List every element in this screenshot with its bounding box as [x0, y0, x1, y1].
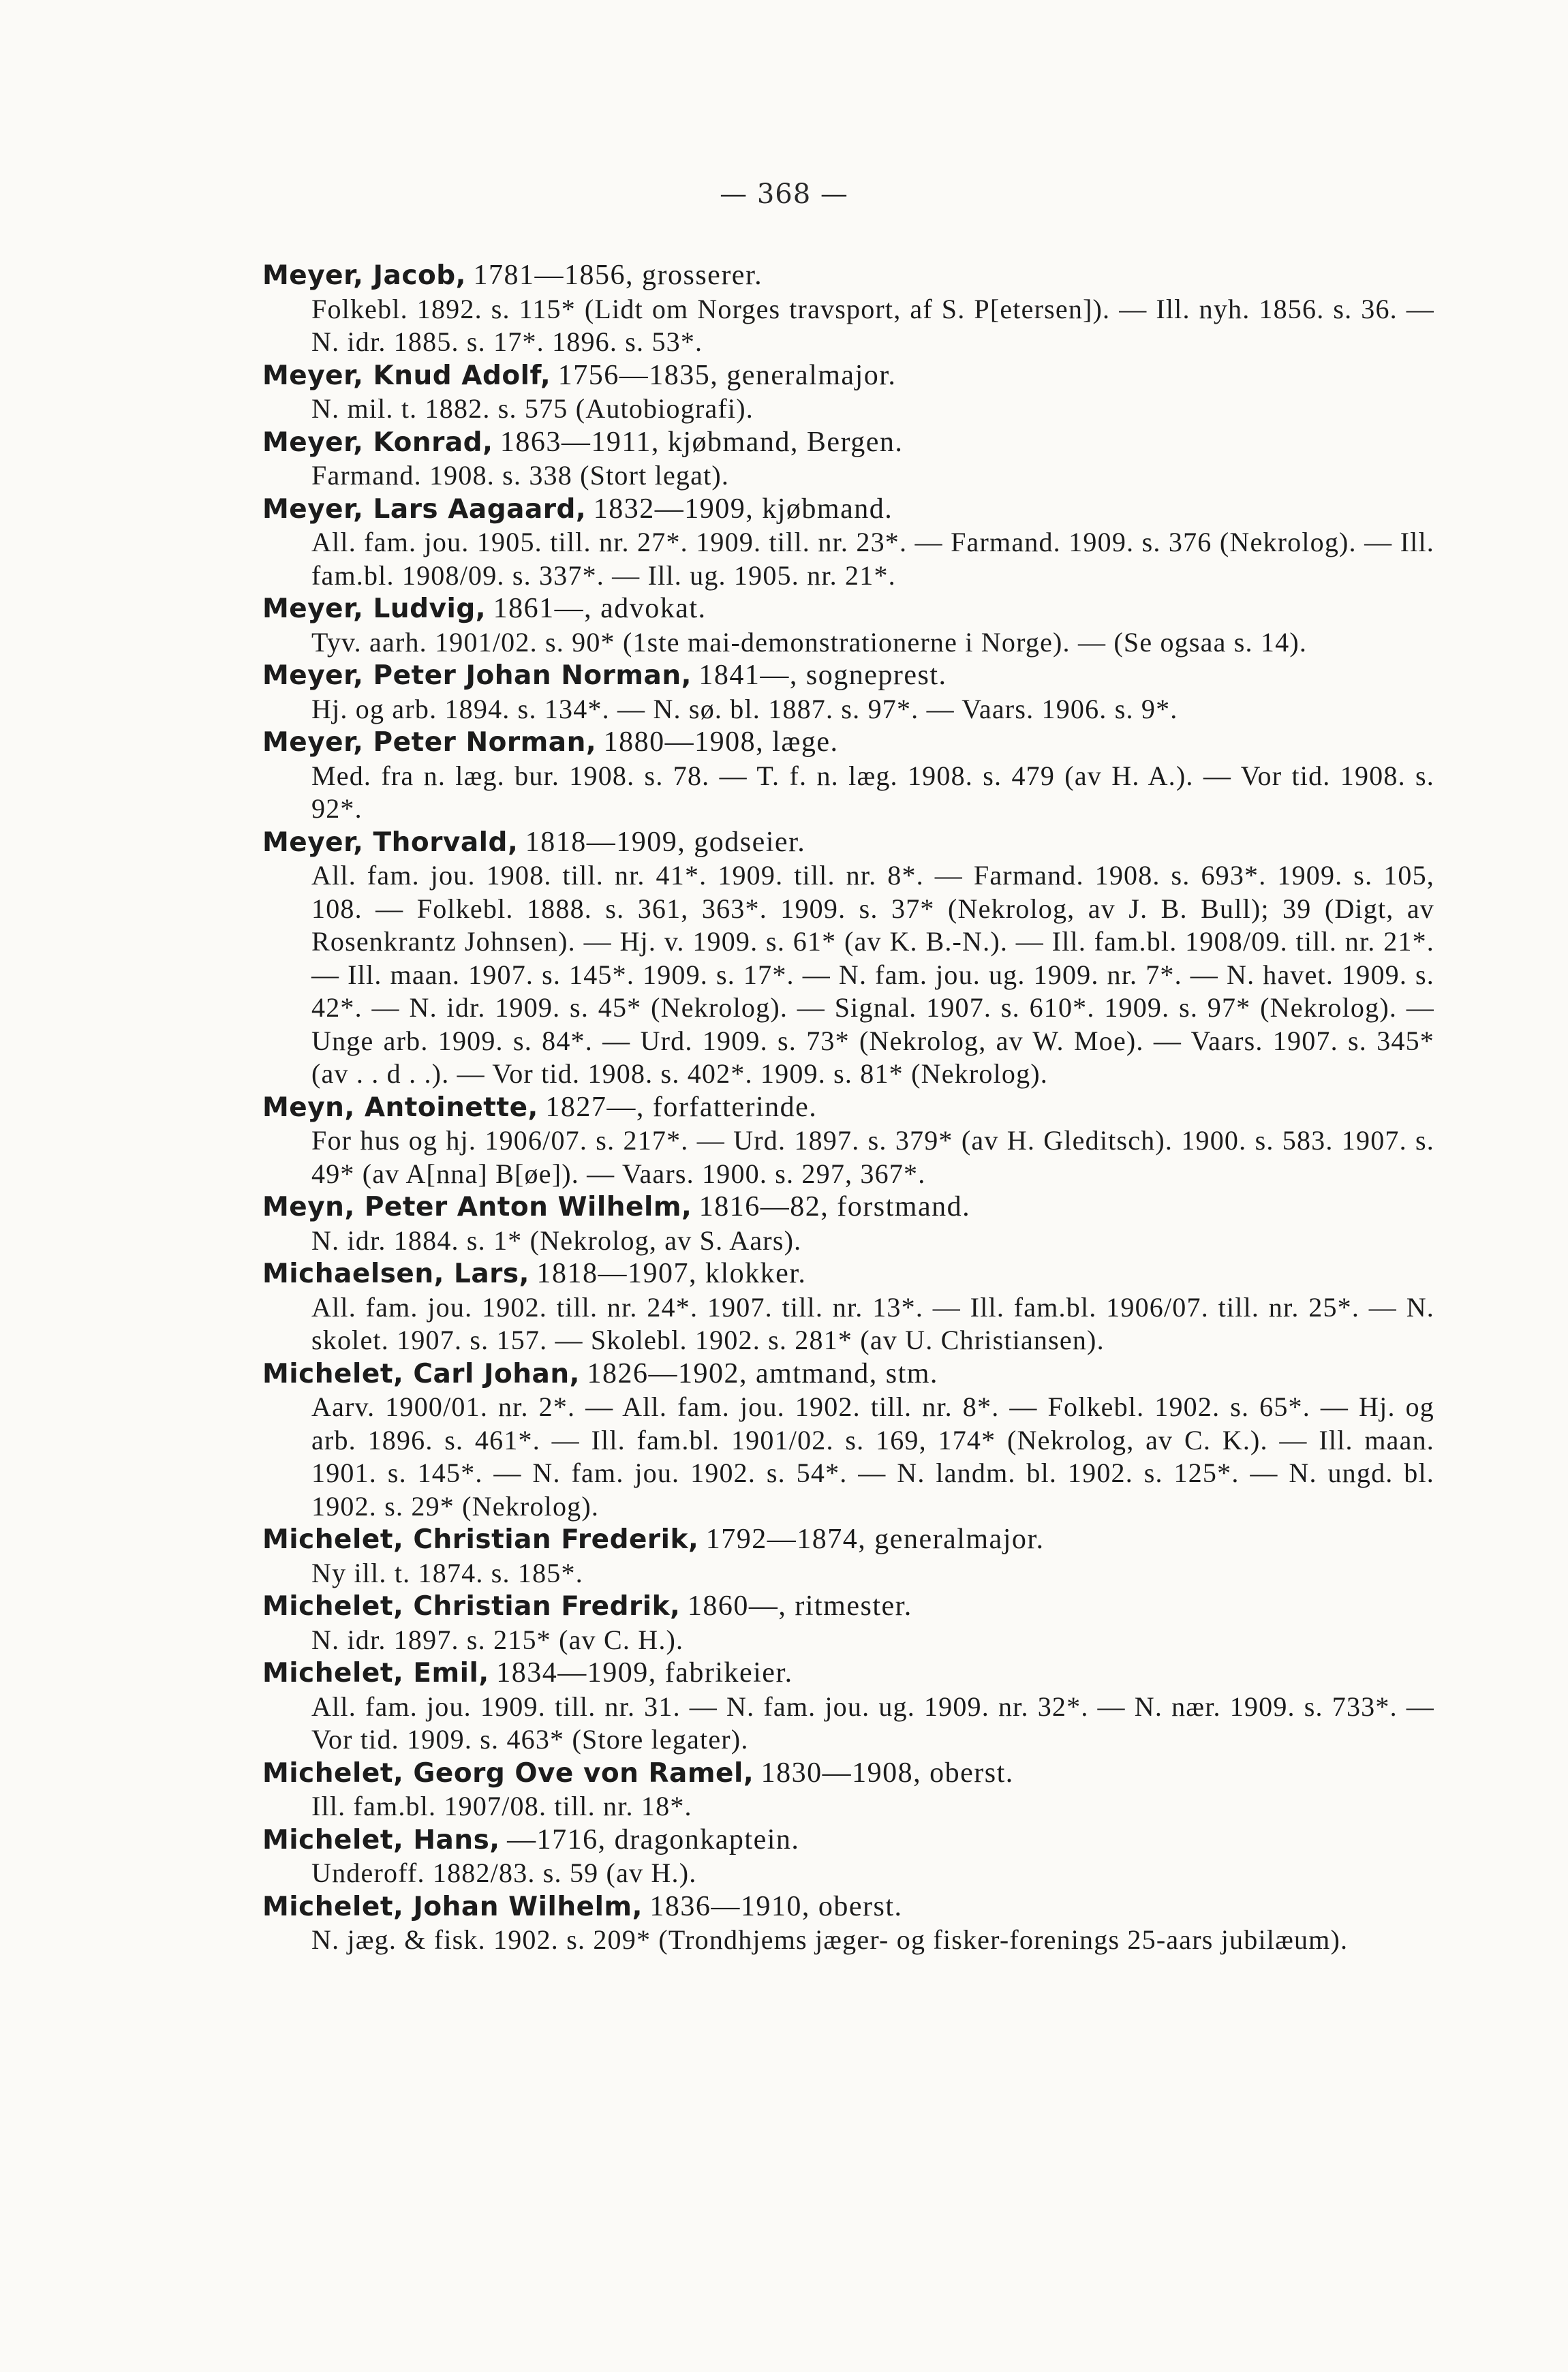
- entry: [262, 1823, 1434, 1890]
- entry-references: All. fam. jou. 1902. till. nr. 24*. 1907. till. nr. 13*. — Ill. fam.bl. 1906/07. till. nr. 25*. — N. skolet. 1907. s. 157. — Skolebl. 1902. s. 281* (av U. Christiansen).: [311, 1291, 1434, 1355]
- entry-name: Meyn, Antoinette,: [262, 1092, 538, 1123]
- entry-heading: [262, 1523, 1434, 1557]
- entry-references: All. fam. jou. 1905. till. nr. 27*. 1909. till. nr. 23*. — Farmand. 1909. s. 376 (Nekrolog). — Ill. fam.bl. 1908/09. s. 337*. — Ill. ug. 1905. nr. 21*.: [311, 527, 1434, 591]
- entry-name: Meyer, Konrad,: [262, 427, 493, 458]
- entry-dates: 1827—, forfatterinde.: [545, 1091, 818, 1123]
- entry: [262, 1590, 1434, 1657]
- entry: [262, 493, 1434, 593]
- entry-name: Meyer, Peter Johan Norman,: [262, 660, 692, 691]
- entry-name: Meyn, Peter Anton Wilhelm,: [262, 1192, 692, 1222]
- entry-name: Meyer, Knud Adolf,: [262, 360, 551, 391]
- entry-references: Underoff. 1882/83. s. 59 (av H.).: [311, 1858, 697, 1888]
- entry: [262, 1657, 1434, 1757]
- entry-name: Michelet, Carl Johan,: [262, 1358, 580, 1389]
- entry-dates: 1836—1910, oberst.: [649, 1890, 903, 1922]
- entry-references: For hus og hj. 1906/07. s. 217*. — Urd. 1897. s. 379* (av H. Gleditsch). 1900. s. 583. 1907. s. 49* (av A[nna] B[øe]). — Vaars. 1900. s. 297, 367*.: [311, 1125, 1434, 1189]
- entry: [262, 592, 1434, 659]
- entry-heading: [262, 592, 1434, 626]
- entry-heading: [262, 1257, 1434, 1291]
- entry-dates: 1860—, ritmester.: [687, 1590, 912, 1622]
- page-number: — 368 —: [720, 179, 848, 210]
- entry-dates: 1818—1909, godseier.: [525, 826, 806, 858]
- entry-heading: [262, 359, 1434, 393]
- entry-dates: 1792—1874, generalmajor.: [705, 1524, 1045, 1555]
- entry-name: Meyer, Thorvald,: [262, 827, 519, 858]
- entry: [262, 1190, 1434, 1257]
- entry: [262, 359, 1434, 426]
- entry-name: Michaelsen, Lars,: [262, 1259, 529, 1289]
- entry-references: N. jæg. & fisk. 1902. s. 209* (Trondhjems jæger- og fisker-forenings 25-aars jubilæum).: [311, 1924, 1349, 1955]
- entry: [262, 426, 1434, 493]
- entry-dates: 1863—1911, kjøbmand, Bergen.: [499, 426, 904, 458]
- entry-name: Michelet, Johan Wilhelm,: [262, 1891, 643, 1922]
- entry-dates: 1861—, advokat.: [493, 593, 707, 624]
- entry: [262, 659, 1434, 726]
- entry-heading: [262, 1091, 1434, 1125]
- entry: [262, 259, 1434, 359]
- entry-references: Hj. og arb. 1894. s. 134*. — N. sø. bl. 1887. s. 97*. — Vaars. 1906. s. 9*.: [311, 693, 1178, 724]
- entry-heading: [262, 1190, 1434, 1224]
- entry: [262, 1257, 1434, 1357]
- entry-references: Tyv. aarh. 1901/02. s. 90* (1ste mai-demonstrationerne i Norge). — (Se ogsaa s. 14).: [311, 626, 1308, 658]
- entry-references: N. mil. t. 1882. s. 575 (Autobiografi).: [311, 393, 754, 424]
- entry-list: [262, 259, 1434, 1957]
- entry-heading: [262, 1357, 1434, 1391]
- entry-name: Michelet, Hans,: [262, 1824, 500, 1855]
- entry-dates: 1830—1908, oberst.: [760, 1757, 1014, 1789]
- entry-dates: 1781—1856, grosserer.: [473, 260, 763, 291]
- entry-heading: [262, 1590, 1434, 1624]
- entry: [262, 1757, 1434, 1823]
- entry-references: Ill. fam.bl. 1907/08. till. nr. 18*.: [311, 1791, 692, 1821]
- entry-references: All. fam. jou. 1908. till. nr. 41*. 1909. till. nr. 8*. — Farmand. 1908. s. 693*. 1909. s. 105, 108. — Folkebl. 1888. s. 361, 363*. 1909. s. 37* (Nekrolog, av J. B. Bull); 39 (Digt, av Rosenkrantz Johnsen). — Hj. v. 1909. s. 61* (av K. B.-N.). — Ill. fam.bl. 1908/09. till. nr. 21*. — Ill. maan. 1907. s. 145*. 1909. s. 17*. — N. fam. jou. ug. 1909. nr. 7*. — N. havet. 1909. s. 42*. — N. idr. 1909. s. 45* (Nekrolog). — Signal. 1907. s. 610*. 1909. s. 97* (Nekrolog). — Unge arb. 1909. s. 84*. — Urd. 1909. s. 73* (Nekrolog, av W. Moe). — Vaars. 1907. s. 345* (av . . d . .). — Vor tid. 1908. s. 402*. 1909. s. 81* (Nekrolog).: [311, 860, 1434, 1089]
- entry-heading: [262, 1757, 1434, 1791]
- entry-heading: [262, 1823, 1434, 1858]
- entry-dates: 1756—1835, generalmajor.: [557, 359, 897, 391]
- entry-dates: —1716, dragonkaptein.: [507, 1823, 800, 1855]
- entry-name: Meyer, Peter Norman,: [262, 727, 597, 758]
- entry-dates: 1841—, sogneprest.: [698, 660, 947, 691]
- entry-heading: [262, 259, 1434, 293]
- entry-name: Michelet, Christian Frederik,: [262, 1524, 699, 1555]
- entry-heading: [262, 726, 1434, 760]
- entry-name: Meyer, Lars Aagaard,: [262, 493, 587, 525]
- entry: [262, 826, 1434, 1091]
- entry: [262, 1890, 1434, 1957]
- entry-dates: 1826—1902, amtmand, stm.: [587, 1357, 938, 1389]
- entry-dates: 1818—1907, klokker.: [536, 1258, 807, 1289]
- entry-references: Aarv. 1900/01. nr. 2*. — All. fam. jou. 1902. till. nr. 8*. — Folkebl. 1902. s. 65*. — Hj. og arb. 1896. s. 461*. — Ill. fam.bl. 1901/02. s. 169, 174* (Nekrolog, av C. K.). — Ill. maan. 1901. s. 145*. — N. fam. jou. 1902. s. 54*. — N. landm. bl. 1902. s. 125*. — N. ungd. bl. 1902. s. 29* (Nekrolog).: [311, 1391, 1434, 1522]
- entry-references: Ny ill. t. 1874. s. 185*.: [311, 1557, 583, 1588]
- entry-name: Michelet, Emil,: [262, 1658, 489, 1689]
- entry: [262, 1091, 1434, 1191]
- entry-name: Michelet, Georg Ove von Ramel,: [262, 1757, 754, 1789]
- entry: [262, 1357, 1434, 1524]
- entry-heading: [262, 426, 1434, 460]
- entry-references: N. idr. 1884. s. 1* (Nekrolog, av S. Aars).: [311, 1224, 802, 1256]
- entry-references: N. idr. 1897. s. 215* (av C. H.).: [311, 1624, 684, 1655]
- entry-name: Meyer, Jacob,: [262, 260, 466, 291]
- entry-references: Farmand. 1908. s. 338 (Stort legat).: [311, 460, 730, 491]
- entry: [262, 1523, 1434, 1590]
- entry-dates: 1834—1909, fabrikeier.: [496, 1657, 793, 1689]
- entry: [262, 726, 1434, 826]
- entry-name: Michelet, Christian Fredrik,: [262, 1591, 681, 1622]
- entry-heading: [262, 1657, 1434, 1691]
- entry-references: All. fam. jou. 1909. till. nr. 31. — N. fam. jou. ug. 1909. nr. 32*. — N. nær. 1909. s. 733*. — Vor tid. 1909. s. 463* (Store legater).: [311, 1691, 1434, 1755]
- entry-references: Med. fra n. læg. bur. 1908. s. 78. — T. f. n. læg. 1908. s. 479 (av H. A.). — Vor tid. 1908. s. 92*.: [311, 760, 1434, 824]
- entry-heading: [262, 826, 1434, 860]
- entry-dates: 1832—1909, kjøbmand.: [593, 493, 893, 525]
- entry-name: Meyer, Ludvig,: [262, 594, 487, 624]
- entry-dates: 1880—1908, læge.: [603, 726, 839, 758]
- entry-dates: 1816—82, forstmand.: [698, 1191, 971, 1222]
- entry-heading: [262, 493, 1434, 527]
- entry-heading: [262, 659, 1434, 693]
- entry-references: Folkebl. 1892. s. 115* (Lidt om Norges travsport, af S. P[etersen]). — Ill. nyh. 1856. s. 36. — N. idr. 1885. s. 17*. 1896. s. 53*.: [311, 293, 1434, 357]
- entry-heading: [262, 1890, 1434, 1924]
